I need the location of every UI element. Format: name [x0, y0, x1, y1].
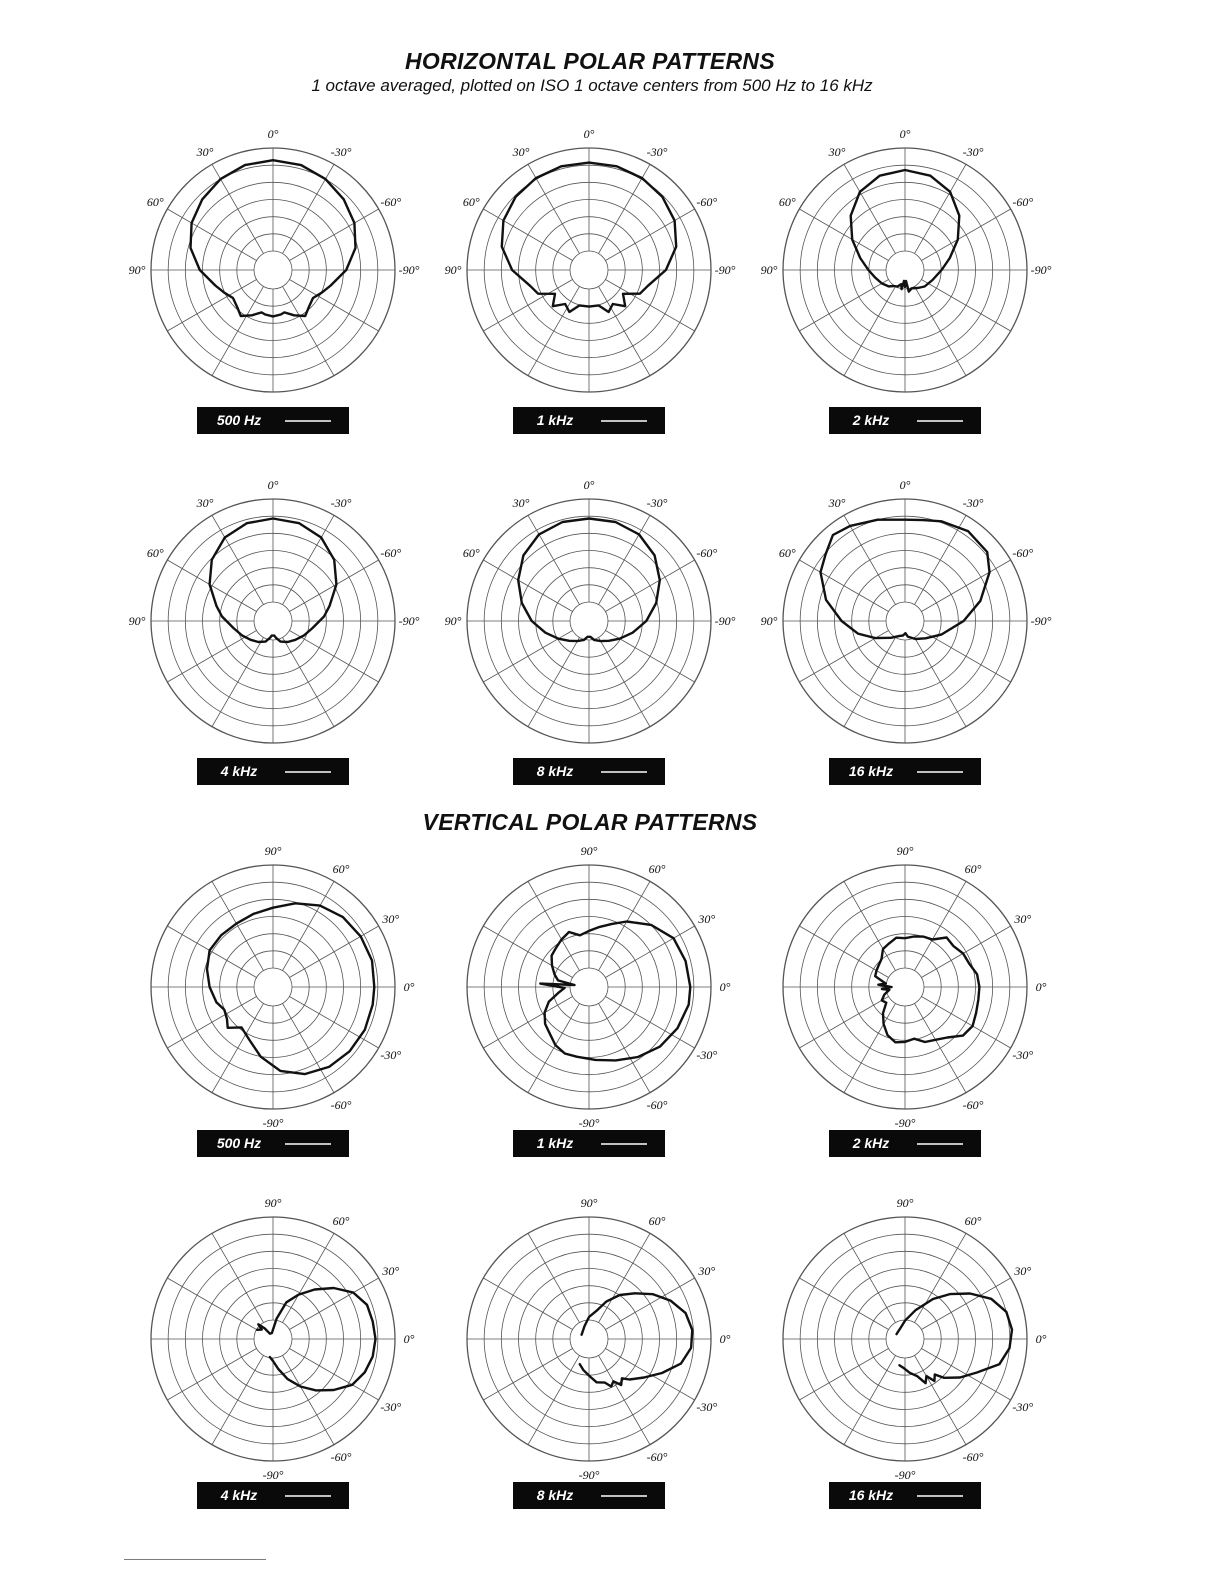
angle-label: -90°: [578, 1116, 600, 1130]
angle-label: 60°: [332, 862, 350, 877]
footer-rule: [124, 1559, 266, 1560]
angle-label: -30°: [646, 145, 668, 160]
angle-label: 0°: [403, 980, 415, 994]
grid-spoke: [599, 515, 651, 604]
grid-spoke: [605, 209, 694, 261]
angle-label: -30°: [962, 145, 984, 160]
horizontal-section-title: HORIZONTAL POLAR PATTERNS: [405, 48, 775, 74]
grid-spoke: [283, 1003, 335, 1092]
angle-label: 0°: [583, 478, 595, 492]
grid-spoke: [605, 1278, 694, 1330]
polar-plot-horizontal-3: [129, 478, 420, 785]
legend-box: [197, 407, 349, 434]
angle-label: 0°: [719, 980, 731, 994]
angle-label: -60°: [646, 1449, 668, 1464]
angle-label: 30°: [698, 1264, 716, 1278]
angle-label: 0°: [267, 127, 279, 141]
grid-spoke: [844, 881, 896, 970]
angle-label: -90°: [714, 263, 736, 277]
legend-label: 500 Hz: [216, 412, 262, 428]
angle-label: -30°: [962, 496, 984, 511]
grid-spoke: [844, 1233, 896, 1322]
angle-label: -90°: [1030, 263, 1052, 277]
grid-spoke: [483, 560, 572, 612]
polar-plot-horizontal-0: [129, 127, 420, 434]
angle-label: 90°: [264, 1196, 282, 1210]
polar-plot-vertical-4: [467, 1196, 731, 1509]
polar-plot-horizontal-2: [761, 127, 1052, 434]
legend-box: [513, 1130, 665, 1157]
angle-label: -30°: [380, 1400, 402, 1414]
legend-box: [197, 1482, 349, 1509]
angle-label: -30°: [1012, 1048, 1034, 1062]
angle-label: 90°: [580, 844, 598, 858]
grid-spoke: [799, 1349, 888, 1401]
grid-spoke: [283, 637, 335, 726]
angle-label: -60°: [1012, 195, 1034, 209]
angle-label: -30°: [380, 1048, 402, 1062]
legend-box: [513, 758, 665, 785]
polar-plot-vertical-3: [151, 1196, 415, 1509]
grid-spoke: [844, 286, 896, 375]
grid-spoke: [167, 209, 256, 261]
angle-label: 30°: [196, 145, 214, 160]
grid-spoke: [289, 280, 378, 332]
grid-spoke: [528, 1003, 580, 1092]
grid-spoke: [483, 1349, 572, 1401]
grid-spoke: [799, 209, 888, 261]
angle-label: -60°: [962, 1449, 984, 1464]
grid-ring: [570, 968, 608, 1006]
grid-spoke: [528, 515, 580, 604]
grid-spoke: [289, 631, 378, 683]
polar-plot-vertical-1: [467, 844, 731, 1157]
grid-spoke: [483, 1278, 572, 1330]
grid-spoke: [483, 209, 572, 261]
angle-label: 0°: [583, 127, 595, 141]
angle-label: 90°: [760, 263, 778, 277]
legend-box: [197, 758, 349, 785]
grid-spoke: [799, 280, 888, 332]
angle-label: -90°: [262, 1468, 284, 1482]
grid-spoke: [167, 631, 256, 683]
angle-label: -30°: [696, 1400, 718, 1414]
grid-spoke: [915, 881, 967, 970]
angle-label: 60°: [778, 195, 796, 209]
polar-plot-vertical-0: [151, 844, 415, 1157]
grid-spoke: [483, 997, 572, 1049]
angle-label: 90°: [580, 1196, 598, 1210]
legend-label: 16 kHz: [848, 763, 894, 779]
angle-label: 0°: [403, 1332, 415, 1346]
angle-label: 0°: [899, 127, 911, 141]
grid-spoke: [283, 286, 335, 375]
legend-box: [829, 1130, 981, 1157]
grid-spoke: [528, 1355, 580, 1444]
grid-spoke: [528, 637, 580, 726]
angle-label: -60°: [380, 195, 402, 209]
legend-label: 500 Hz: [216, 1135, 262, 1151]
grid-spoke: [605, 1349, 694, 1401]
grid-spoke: [212, 881, 264, 970]
angle-label: -30°: [646, 496, 668, 511]
grid-spoke: [212, 164, 264, 253]
grid-spoke: [167, 1349, 256, 1401]
angle-label: 60°: [146, 195, 164, 209]
polar-plot-vertical-2: [783, 844, 1047, 1157]
angle-label: 90°: [128, 263, 146, 277]
grid-spoke: [212, 637, 264, 726]
angle-label: 60°: [648, 1214, 666, 1229]
angle-label: 0°: [267, 478, 279, 492]
grid-spoke: [921, 280, 1010, 332]
grid-spoke: [799, 997, 888, 1049]
grid-spoke: [799, 1278, 888, 1330]
angle-label: 60°: [964, 862, 982, 877]
angle-label: 0°: [719, 1332, 731, 1346]
angle-label: -90°: [578, 1468, 600, 1482]
legend-label: 16 kHz: [848, 1487, 894, 1503]
angle-label: 0°: [1035, 980, 1047, 994]
grid-ring: [570, 602, 608, 640]
grid-spoke: [915, 1233, 967, 1322]
legend-label: 8 kHz: [536, 1487, 574, 1503]
angle-label: -90°: [1030, 614, 1052, 628]
angle-label: 30°: [512, 145, 530, 160]
angle-label: -60°: [330, 1097, 352, 1112]
angle-label: 0°: [1035, 1332, 1047, 1346]
grid-spoke: [915, 286, 967, 375]
grid-spoke: [167, 997, 256, 1049]
grid-spoke: [921, 560, 1010, 612]
angle-label: 60°: [778, 546, 796, 560]
angle-label: 30°: [382, 1264, 400, 1278]
grid-spoke: [915, 1355, 967, 1444]
legend-box: [513, 407, 665, 434]
angle-label: -60°: [380, 546, 402, 560]
grid-spoke: [528, 1233, 580, 1322]
angle-label: -90°: [398, 614, 420, 628]
pattern-curve: [580, 1293, 693, 1386]
grid-spoke: [921, 926, 1010, 978]
angle-label: 90°: [896, 1196, 914, 1210]
legend-label: 4 kHz: [220, 763, 258, 779]
angle-label: 30°: [196, 496, 214, 511]
grid-spoke: [212, 1233, 264, 1322]
angle-label: -60°: [1012, 546, 1034, 560]
angle-label: 90°: [896, 844, 914, 858]
grid-spoke: [167, 1278, 256, 1330]
grid-spoke: [289, 1349, 378, 1401]
grid-spoke: [599, 1355, 651, 1444]
grid-ring: [254, 251, 292, 289]
grid-spoke: [844, 1355, 896, 1444]
grid-ring: [254, 968, 292, 1006]
grid-spoke: [483, 926, 572, 978]
angle-label: -30°: [330, 496, 352, 511]
grid-spoke: [799, 560, 888, 612]
grid-spoke: [289, 997, 378, 1049]
angle-label: 90°: [128, 614, 146, 628]
grid-spoke: [283, 164, 335, 253]
angle-label: -60°: [696, 546, 718, 560]
angle-label: 90°: [444, 263, 462, 277]
grid-ring: [570, 251, 608, 289]
legend-label: 8 kHz: [536, 763, 574, 779]
angle-label: 30°: [828, 145, 846, 160]
grid-spoke: [799, 926, 888, 978]
angle-label: 30°: [1014, 912, 1032, 926]
vertical-section-title: VERTICAL POLAR PATTERNS: [422, 809, 758, 835]
legend-box: [829, 758, 981, 785]
angle-label: 60°: [648, 862, 666, 877]
grid-spoke: [599, 1233, 651, 1322]
angle-label: 0°: [899, 478, 911, 492]
angle-label: 90°: [264, 844, 282, 858]
angle-label: -30°: [330, 145, 352, 160]
grid-spoke: [921, 209, 1010, 261]
angle-label: 30°: [698, 912, 716, 926]
legend-label: 4 kHz: [220, 1487, 258, 1503]
polar-plot-horizontal-4: [445, 478, 736, 785]
grid-spoke: [599, 1003, 651, 1092]
grid-spoke: [844, 515, 896, 604]
angle-label: -90°: [894, 1116, 916, 1130]
grid-ring: [570, 1320, 608, 1358]
grid-spoke: [289, 209, 378, 261]
angle-label: -60°: [330, 1449, 352, 1464]
angle-label: -60°: [696, 195, 718, 209]
grid-spoke: [167, 926, 256, 978]
legend-label: 2 kHz: [852, 1135, 890, 1151]
grid-spoke: [844, 637, 896, 726]
grid-spoke: [283, 1233, 335, 1322]
legend-label: 1 kHz: [536, 412, 574, 428]
polar-plot-vertical-5: [783, 1196, 1047, 1509]
angle-label: -90°: [262, 1116, 284, 1130]
grid-spoke: [921, 631, 1010, 683]
polar-plot-horizontal-1: [445, 127, 736, 434]
legend-label: 1 kHz: [536, 1135, 574, 1151]
grid-ring: [886, 1320, 924, 1358]
legend-box: [829, 1482, 981, 1509]
grid-spoke: [915, 637, 967, 726]
pattern-curve: [897, 1294, 1013, 1384]
grid-spoke: [212, 1355, 264, 1444]
angle-label: 30°: [512, 496, 530, 511]
grid-spoke: [605, 560, 694, 612]
legend-box: [513, 1482, 665, 1509]
grid-spoke: [528, 881, 580, 970]
angle-label: -90°: [398, 263, 420, 277]
angle-label: 30°: [828, 496, 846, 511]
horizontal-section-subtitle: 1 octave averaged, plotted on ISO 1 octave centers from 500 Hz to 16 kHz: [311, 76, 873, 95]
angle-label: -60°: [646, 1097, 668, 1112]
angle-label: 30°: [1014, 1264, 1032, 1278]
legend-box: [197, 1130, 349, 1157]
angle-label: 60°: [146, 546, 164, 560]
grid-spoke: [212, 286, 264, 375]
grid-spoke: [283, 1355, 335, 1444]
angle-label: 90°: [444, 614, 462, 628]
grid-ring: [254, 602, 292, 640]
angle-label: 60°: [462, 546, 480, 560]
grid-spoke: [283, 881, 335, 970]
polar-plot-horizontal-5: [761, 478, 1052, 785]
angle-label: -30°: [696, 1048, 718, 1062]
grid-spoke: [167, 280, 256, 332]
legend-label: 2 kHz: [852, 412, 890, 428]
angle-label: -90°: [894, 1468, 916, 1482]
angle-label: 60°: [462, 195, 480, 209]
pattern-curve: [207, 903, 374, 1074]
grid-spoke: [289, 926, 378, 978]
angle-label: -60°: [962, 1097, 984, 1112]
grid-spoke: [915, 1003, 967, 1092]
angle-label: 30°: [382, 912, 400, 926]
angle-label: -30°: [1012, 1400, 1034, 1414]
angle-label: 60°: [964, 1214, 982, 1229]
legend-box: [829, 407, 981, 434]
grid-spoke: [599, 637, 651, 726]
angle-label: 90°: [760, 614, 778, 628]
grid-spoke: [844, 1003, 896, 1092]
angle-label: 60°: [332, 1214, 350, 1229]
angle-label: -90°: [714, 614, 736, 628]
